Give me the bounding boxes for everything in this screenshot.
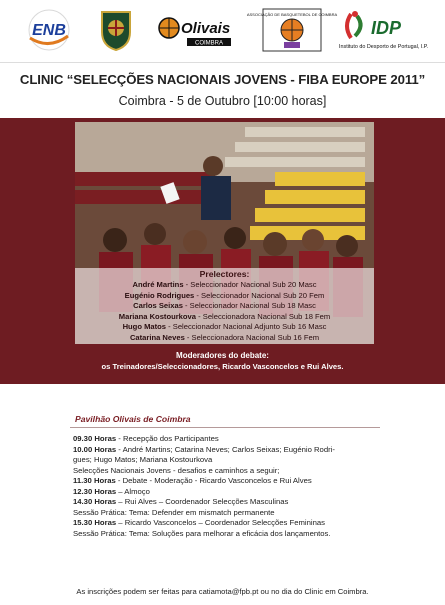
header-band [0,62,445,119]
speaker-role: - Seleccionador Nacional Sub 20 Masc [183,280,317,289]
speaker-role: - Seleccionadora Nacional Sub 16 Fem [184,332,320,342]
speaker-role: - Seleccionador Nacional Adjunto Sub 16 Masc [166,322,327,331]
moderators-text: os Treinadores/Seleccionadores, Ricardo Vasconcelos e Rui Alves. [101,362,344,371]
program-time: 14.30 Horas [73,497,117,506]
enb-logo-text: ENB [32,22,66,39]
association-logo-text: ASSOCIAÇÃO DE BASQUETEBOL DE COIMBRA [246,12,338,17]
olivais-logo [157,8,239,52]
program-text: - Debate - Moderação - Ricardo Vasconcelos e Rui Alves [115,476,312,485]
speaker-name: Carlos Seixas [133,301,183,310]
olivais-logo-sub: COIMBRA [194,40,224,47]
speaker-name: Eugénio Rodrigues [124,290,195,300]
program-time: 10.00 Horas [73,444,117,454]
program-item [73,508,373,519]
program-text: – Ricardo Vasconcelos – Coordenador Selecções Femininas [116,518,325,527]
program-item [73,476,373,487]
program-text: Sessão Prática: Tema: Soluções para melhorar a eficácia dos lançamentos. [73,528,331,538]
divider [70,427,380,428]
program-item [73,466,373,477]
enb-logo [24,8,74,52]
speakers-heading: Prelectores: [199,269,250,279]
program-item [73,445,373,456]
logo-bar [0,0,445,60]
program-text: Sessão Prática: Tema: Defender em mismatch permanente [73,507,275,517]
program-time: 09.30 Horas [73,434,117,443]
idp-logo [337,8,435,52]
speaker-role: - Seleccionadora Nacional Sub 18 Fem [196,311,331,321]
program-text: – Almoço [116,486,150,496]
program-item [73,529,373,540]
olivais-logo-text: Olivais [181,20,231,37]
program-time: 11.30 Horas [73,476,116,485]
speaker-name: Catarina Neves [129,332,185,342]
program-item [73,497,373,508]
program-text: – Rui Alves – Coordenador Selecções Masculinas [116,497,289,506]
speaker-line [75,301,374,310]
program-time: 12.30 Horas [73,486,117,496]
speaker-line [75,322,374,331]
program-time: 15.30 Horas [73,518,117,527]
program-list [73,434,373,539]
crest-logo [98,8,134,52]
speaker-line [75,333,374,342]
moderators-heading: Moderadores do debate: [176,351,269,360]
footer-text: As inscrições podem ser feitas para catiamota@fpb.pt ou no dia do Clinic em Coimbra. [76,587,369,596]
speaker-line [75,291,374,300]
idp-logo-sub: Instituto do Desporto de Portugal, I.P. [339,44,429,50]
program-item [73,518,373,529]
association-logo [246,8,338,52]
program-text: Selecções Nacionais Jovens - desafios e caminhos a seguir; [73,465,280,475]
program-text: - André Martins; Catarina Neves; Carlos Seixas; Eugénio Rodri- [116,444,335,454]
program-text: - Recepção dos Participantes [116,434,219,443]
speaker-line [75,280,374,289]
program-item [73,487,373,498]
speaker-name: Mariana Kostourkova [118,311,196,321]
page-subtitle: Coimbra - 5 de Outubro [10:00 horas] [118,94,327,108]
venue-title: Pavilhão Olivais de Coimbra [75,414,191,424]
program-item [73,434,373,445]
speaker-name: André Martins [132,280,184,289]
speaker-line [75,312,374,321]
page-title: CLINIC “SELECÇÕES NACIONAIS JOVENS - FIBA EUROPE 2011” [19,72,426,87]
speaker-role: - Seleccionador Nacional Sub 20 Fem [194,290,325,300]
speaker-name: Hugo Matos [122,322,167,331]
program-item [73,455,373,466]
program-text: gues; Hugo Matos; Mariana Kostourkova [73,455,213,464]
speaker-role: - Seleccionador Nacional Sub 18 Masc [182,301,316,310]
idp-logo-text: IDP [371,18,402,38]
